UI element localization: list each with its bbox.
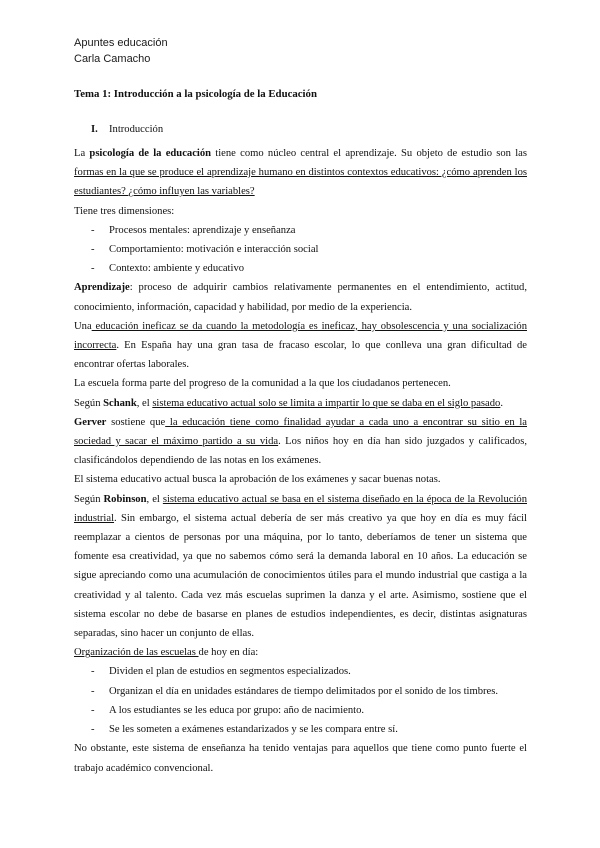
- topic-title: Tema 1: Introducción a la psicología de la Educación: [74, 88, 317, 100]
- section-label: Introducción: [109, 124, 164, 135]
- author-schank: Schank: [103, 397, 137, 409]
- author-gerver: Gerver: [74, 416, 107, 428]
- paragraph-schank: Según Schank, el sistema educativo actual solo se limita a impartir lo que se daba en el siglo pasado.: [74, 397, 503, 409]
- list-item: - Se les someten a exámenes estandarizados y se les compara entre sí.: [74, 720, 527, 739]
- list-item: - Organizan el día en unidades estándares de tiempo delimitados por el sonido de los timbres.: [74, 682, 527, 701]
- paragraph-gerver: Gerver sostiene que la educación tiene como finalidad ayudar a cada uno a encontrar su sitio en la sociedad y sacar el máximo partido a su vida. Los niños hoy en día han sido juzgados y calificados, clasificándolos dependiendo de las notas en los exámenes.: [74, 416, 527, 467]
- header-course: Apuntes educación: [74, 37, 168, 49]
- list-item: - Dividen el plan de estudios en segmentos especializados.: [74, 662, 527, 681]
- paragraph-learning: Aprendizaje: proceso de adquirir cambios relativamente permanentes en el entendimiento, actitud, conocimiento, información, capacidad y habilidad, por medio de la experiencia.: [74, 282, 527, 313]
- paragraph-robinson: Según Robinson, el sistema educativo actual se basa en el sistema diseñado en la época de la Revolución industrial. Sin embargo, el sistema actual debería de ser más creativo ya que hoy en día es muy fácil reemplazar a cientos de personas por una máquina, por lo tanto, deberíamos de tener un sistema que fomente esa creatividad, ya que no sabemos cómo será la demanda laboral en 10 años. La educación se sigue apreciando como una acumulación de conocimientos útiles para el mundo industrial que castiga a la creatividad y al talento. Cada vez más escuelas suprimen la danza y el arte. Asimismo, sostiene que el sistema escolar no debe de basarse en planes de estudios independientes, es decir, distintas asignaturas separadas, sino hacer un conjunto de ellas.: [74, 493, 527, 640]
- dimensions-list: [74, 221, 527, 279]
- section-number: I.: [91, 124, 98, 135]
- author-robinson: Robinson: [103, 493, 147, 505]
- paragraph-dimensions-intro: Tiene tres dimensiones:: [74, 205, 175, 217]
- paragraph-exams: El sistema educativo actual busca la aprobación de los exámenes y sacar buenas notas.: [74, 474, 441, 486]
- document-body: [74, 88, 527, 778]
- page-header: [74, 35, 168, 67]
- list-item: - Comportamiento: motivación e interacción social: [74, 240, 527, 259]
- header-author: Carla Camacho: [74, 53, 151, 65]
- paragraph-school: La escuela forma parte del progreso de la comunidad a la que los ciudadanos pertenecen.: [74, 378, 451, 390]
- term-psychology: psicología de la educación: [89, 148, 212, 159]
- list-item: - Contexto: ambiente y educativo: [74, 259, 527, 278]
- section-heading: [74, 124, 527, 144]
- paragraph-conclusion: No obstante, este sistema de enseñanza ha tenido ventajas para aquellos que tiene como punto fuerte el trabajo académico convencional.: [74, 743, 527, 774]
- paragraph-organization-intro: Organización de las escuelas de hoy en día:: [74, 647, 259, 659]
- underlined-object: formas en la que se produce el aprendizaje humano en distintos contextos educativos: ¿cómo aprenden los estudiantes? ¿cómo influyen las variables?: [74, 167, 527, 198]
- paragraph-definition: La psicología de la educación tiene como núcleo central el aprendizaje. Su objeto de estudio son las formas en la que se produce el aprendizaje humano en distintos contextos educativos: ¿cómo aprenden los estudiantes? ¿cómo influyen las variables?: [74, 148, 527, 198]
- paragraph-ineffective: Una educación ineficaz se da cuando la metodología es ineficaz, hay obsolescencia y una socialización incorrecta. En España hay una gran tasa de fracaso escolar, lo que conlleva una gran dificultad de encontrar ofertas laborales.: [74, 320, 527, 371]
- organization-list: [74, 662, 527, 739]
- list-item: - Procesos mentales: aprendizaje y enseñanza: [74, 221, 527, 240]
- list-item: - A los estudiantes se les educa por grupo: año de nacimiento.: [74, 701, 527, 720]
- term-learning: Aprendizaje: [74, 282, 130, 294]
